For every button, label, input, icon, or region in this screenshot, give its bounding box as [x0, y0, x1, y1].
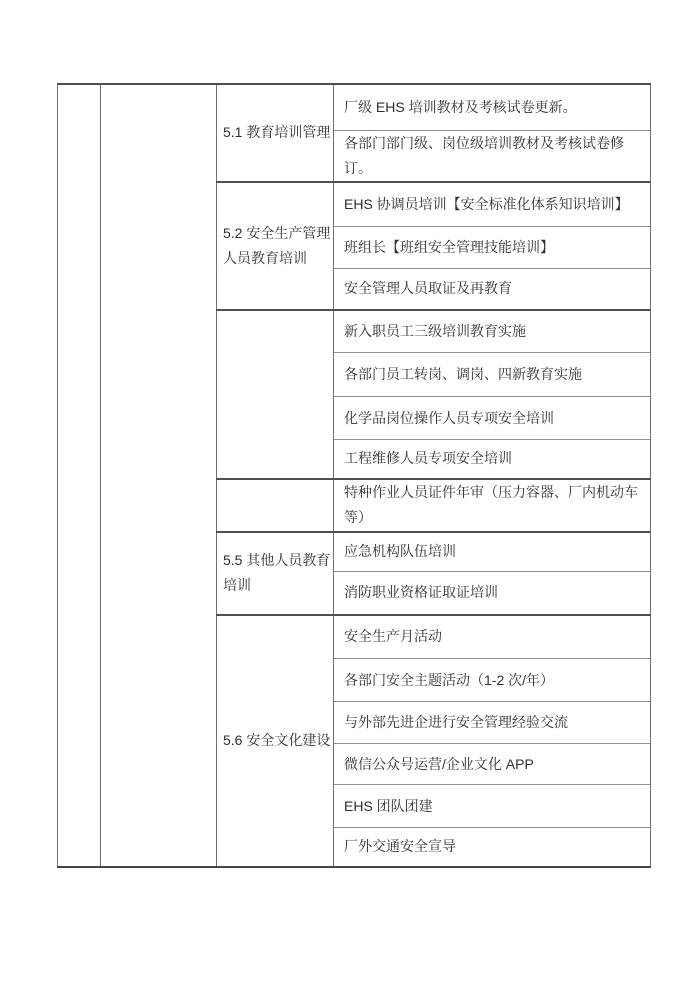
item-cell: 安全生产月活动 [334, 615, 651, 659]
item-cell: EHS 协调员培训【安全标准化体系知识培训】 [334, 182, 651, 227]
section-label-empty-1 [217, 310, 334, 479]
item-cell: 各部门员工转岗、调岗、四新教育实施 [334, 353, 651, 397]
item-cell: 各部门部门级、岗位级培训教材及考核试卷修订。 [334, 130, 651, 182]
item-cell: 应急机构队伍培训 [334, 532, 651, 572]
item-cell: EHS 团队团建 [334, 785, 651, 828]
item-cell: 化学品岗位操作人员专项安全培训 [334, 397, 651, 440]
item-cell: 厂外交通安全宣导 [334, 828, 651, 867]
empty-merged-cell-col2 [101, 84, 217, 867]
item-cell: 厂级 EHS 培训教材及考核试卷更新。 [334, 84, 651, 130]
item-cell: 新入职员工三级培训教育实施 [334, 310, 651, 353]
section-label-5-6: 5.6 安全文化建设 [217, 615, 334, 867]
item-cell: 特种作业人员证件年审（压力容器、厂内机动车等） [334, 479, 651, 532]
section-label-5-1: 5.1 教育培训管理 [217, 84, 334, 182]
table-row [58, 84, 651, 130]
empty-merged-cell-col1 [58, 84, 101, 867]
item-cell: 微信公众号运营/企业文化 APP [334, 744, 651, 785]
item-cell: 工程维修人员专项安全培训 [334, 440, 651, 479]
item-cell: 消防职业资格证取证培训 [334, 572, 651, 615]
item-cell: 各部门安全主题活动（1-2 次/年） [334, 659, 651, 702]
section-label-5-2: 5.2 安全生产管理人员教育培训 [217, 182, 334, 310]
item-cell: 与外部先进企进行安全管理经验交流 [334, 702, 651, 744]
item-cell: 安全管理人员取证及再教育 [334, 269, 651, 310]
section-label-empty-2 [217, 479, 334, 532]
ehs-training-plan-table [57, 83, 651, 868]
item-cell: 班组长【班组安全管理技能培训】 [334, 227, 651, 269]
section-label-5-5: 5.5 其他人员教育培训 [217, 532, 334, 615]
